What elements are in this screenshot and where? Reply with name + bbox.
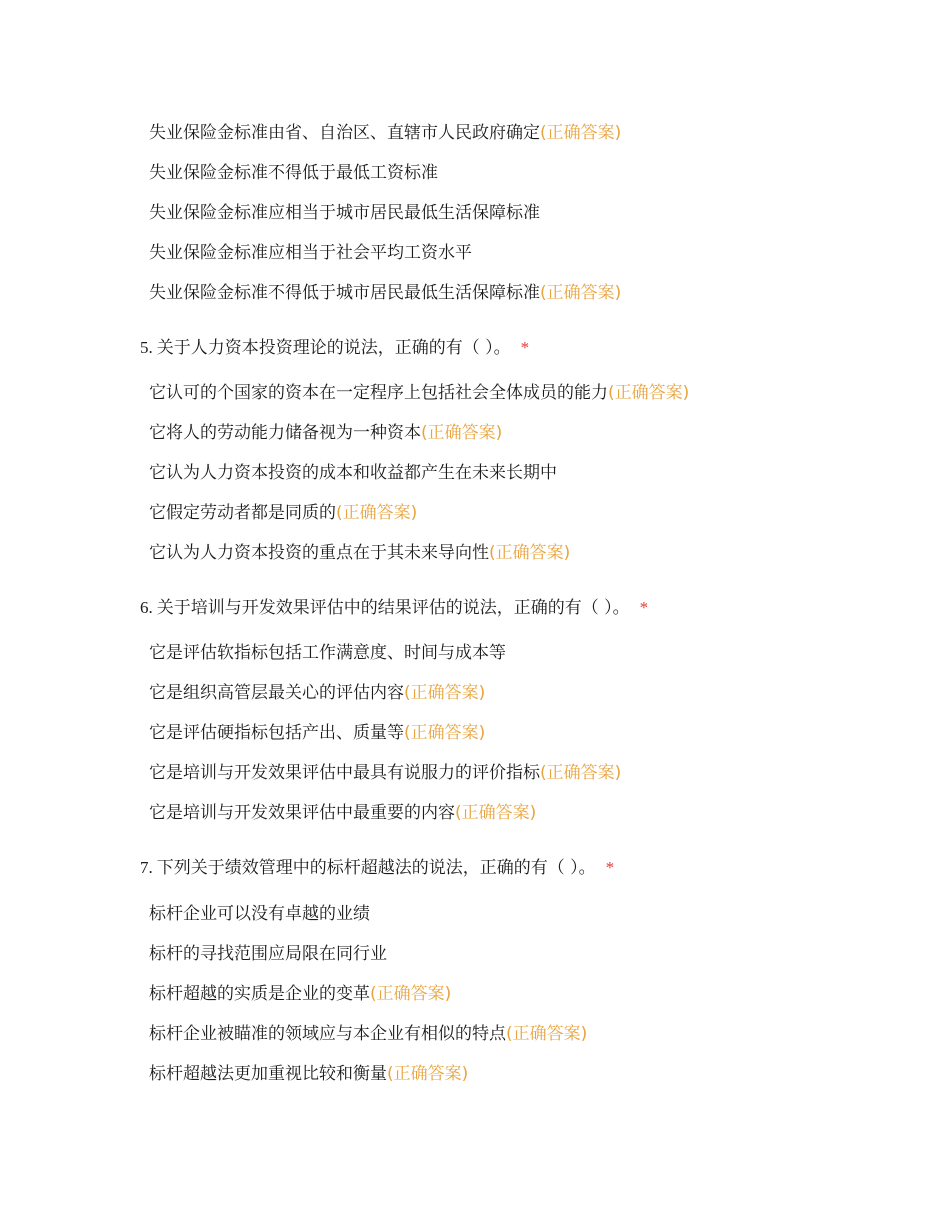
option-item[interactable]	[149, 722, 485, 744]
question-title	[140, 857, 614, 879]
option-item[interactable]	[149, 202, 540, 224]
question-text: 关于培训与开发效果评估中的结果评估的说法，正确的有（ ）。	[156, 598, 630, 618]
option-item[interactable]	[149, 983, 451, 1005]
option-item[interactable]	[149, 1023, 587, 1045]
option-text: 它认为人力资本投资的重点在于其未来导向性	[149, 543, 489, 563]
required-mark: *	[520, 338, 530, 357]
correct-answer-label: (正确答案)	[455, 803, 537, 823]
question-number: 5.	[140, 338, 153, 357]
option-text: 它是评估软指标包括工作满意度、时间与成本等	[149, 643, 506, 663]
option-text: 失业保险金标准不得低于最低工资标准	[149, 163, 438, 183]
option-item[interactable]	[149, 422, 502, 444]
option-item[interactable]	[149, 762, 621, 784]
option-item[interactable]	[149, 943, 387, 965]
option-text: 它是培训与开发效果评估中最重要的内容	[149, 803, 455, 823]
question-number: 7.	[140, 858, 153, 877]
option-item[interactable]	[149, 642, 506, 664]
option-text: 失业保险金标准不得低于城市居民最低生活保障标准	[149, 283, 540, 303]
option-text: 它将人的劳动能力储备视为一种资本	[149, 423, 421, 443]
option-item[interactable]	[149, 462, 557, 484]
option-item[interactable]	[149, 242, 472, 264]
option-text: 标杆企业被瞄准的领域应与本企业有相似的特点	[149, 1024, 506, 1044]
option-item[interactable]	[149, 502, 417, 524]
correct-answer-label: (正确答案)	[404, 723, 486, 743]
correct-answer-label: (正确答案)	[540, 123, 622, 143]
question-title	[140, 337, 529, 359]
correct-answer-label: (正确答案)	[404, 683, 486, 703]
question-title	[140, 597, 648, 619]
option-text: 失业保险金标准由省、自治区、直辖市人民政府确定	[149, 123, 540, 143]
correct-answer-label: (正确答案)	[608, 383, 690, 403]
correct-answer-label: (正确答案)	[540, 283, 622, 303]
option-text: 它认为人力资本投资的成本和收益都产生在未来长期中	[149, 463, 557, 483]
question-text: 关于人力资本投资理论的说法，正确的有（ ）。	[156, 338, 511, 358]
option-item[interactable]	[149, 1063, 468, 1085]
correct-answer-label: (正确答案)	[489, 543, 571, 563]
option-text: 标杆企业可以没有卓越的业绩	[149, 904, 370, 924]
correct-answer-label: (正确答案)	[540, 763, 622, 783]
correct-answer-label: (正确答案)	[336, 503, 418, 523]
correct-answer-label: (正确答案)	[421, 423, 503, 443]
option-text: 标杆超越的实质是企业的变革	[149, 984, 370, 1004]
option-text: 失业保险金标准应相当于社会平均工资水平	[149, 243, 472, 263]
option-text: 它是培训与开发效果评估中最具有说服力的评价指标	[149, 763, 540, 783]
question-text: 下列关于绩效管理中的标杆超越法的说法，正确的有（ ）。	[156, 858, 596, 878]
option-item[interactable]	[149, 382, 689, 404]
option-text: 标杆的寻找范围应局限在同行业	[149, 944, 387, 964]
correct-answer-label: (正确答案)	[370, 984, 452, 1004]
option-item[interactable]	[149, 682, 485, 704]
question-number: 6.	[140, 598, 153, 617]
required-mark: *	[605, 858, 615, 877]
option-item[interactable]	[149, 282, 621, 304]
option-text: 它认可的个国家的资本在一定程序上包括社会全体成员的能力	[149, 383, 608, 403]
option-text: 失业保险金标准应相当于城市居民最低生活保障标准	[149, 203, 540, 223]
option-item[interactable]	[149, 162, 438, 184]
correct-answer-label: (正确答案)	[387, 1064, 469, 1084]
option-item[interactable]	[149, 542, 570, 564]
option-text: 它是评估硬指标包括产出、质量等	[149, 723, 404, 743]
option-text: 它是组织高管层最关心的评估内容	[149, 683, 404, 703]
correct-answer-label: (正确答案)	[506, 1024, 588, 1044]
option-text: 它假定劳动者都是同质的	[149, 503, 336, 523]
option-item[interactable]	[149, 802, 536, 824]
required-mark: *	[639, 598, 649, 617]
option-item[interactable]	[149, 903, 370, 925]
option-item[interactable]	[149, 122, 621, 144]
option-text: 标杆超越法更加重视比较和衡量	[149, 1064, 387, 1084]
